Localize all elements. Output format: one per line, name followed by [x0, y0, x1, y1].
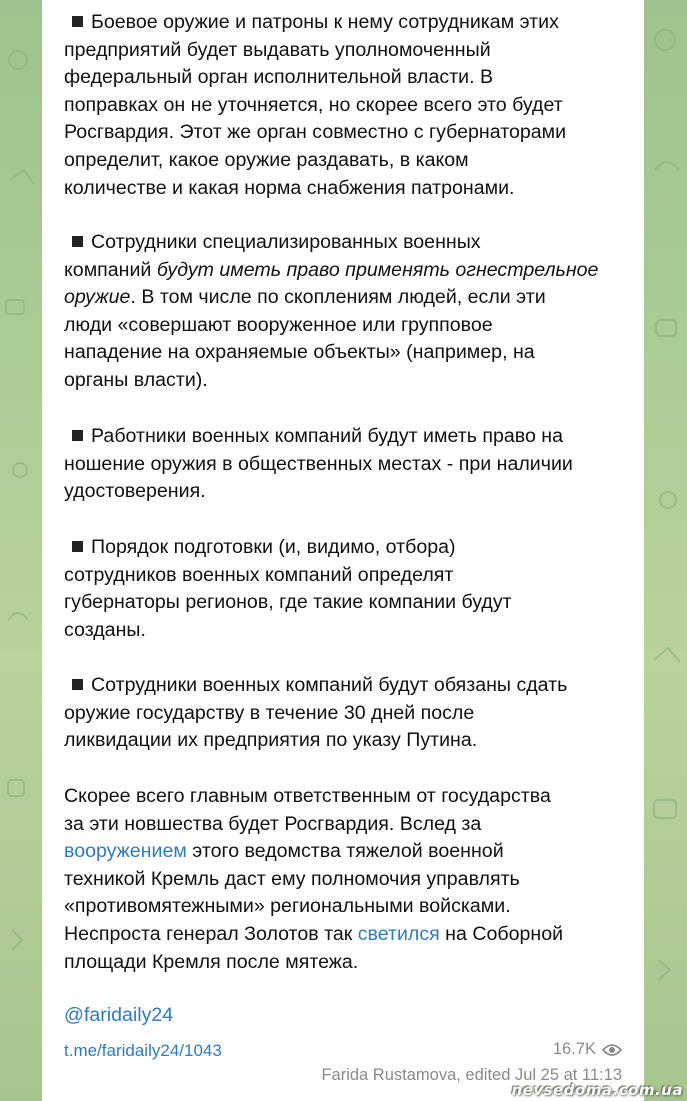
message-signature: Farida Rustamova, edited Jul 25 at 11:13	[321, 1066, 622, 1084]
message-paragraph-4: Порядок подготовки (и, видимо, отбора) сотрудников военных компаний определят губернаторы регионов, где такие компании будут созданы.	[64, 536, 512, 641]
view-count: 16.7K	[552, 1040, 596, 1058]
eye-icon	[602, 1043, 622, 1057]
view-counter	[553, 1040, 622, 1059]
black-square-icon	[72, 679, 83, 690]
armament-link[interactable]: вооружением	[64, 840, 187, 863]
black-square-icon	[72, 236, 83, 247]
message-paragraph-1: Боевое оружие и патроны к нему сотрудникам этих предприятий будет выдавать уполномоченный федеральный орган исполнительной власти. В поправках он не уточняется, но скорее всего это будет Росгвардия. Этот же орган совместно с губернаторами определит, какое оружие раздавать, в каком количестве и какая норма снабжения патронами.	[64, 11, 567, 199]
message-paragraph-5: Сотрудники военных компаний будут обязаны сдать оружие государству в течение 30 дней после ликвидации их предприятия по указу Путина.	[64, 674, 568, 752]
message-bubble	[42, 0, 644, 1101]
channel-mention-link[interactable]: @faridaily24	[64, 1004, 174, 1026]
black-square-icon	[72, 16, 83, 27]
site-watermark: nevsedoma.com.ua	[511, 1081, 683, 1099]
shone-link[interactable]: светился	[357, 922, 440, 945]
message-paragraph-2: Сотрудники специализированных военных компаний будут иметь право применять огнестрельное оружие. В том числе по скоплениям людей, если эти люди «совершают вооруженное или групповое нападение на охраняемые объекты» (например, на органы власти).	[64, 231, 599, 391]
black-square-icon	[72, 541, 83, 552]
black-square-icon	[72, 430, 83, 441]
message-paragraph-6: Скорее всего главным ответственным от государства за эти новшества будет Росгвардия. Вслед за вооружением этого ведомства тяжелой военной техникой Кремль даст ему полномочия управлять «противомятежными» региональными войсками. Неспроста генерал Золотов так светился на Соборной площади Кремля после мятежа.	[64, 785, 564, 973]
message-paragraph-3: Работники военных компаний будут иметь право на ношение оружия в общественных местах - при наличии удостоверения.	[64, 425, 573, 503]
post-permalink[interactable]: t.me/faridaily24/1043	[64, 1041, 222, 1060]
